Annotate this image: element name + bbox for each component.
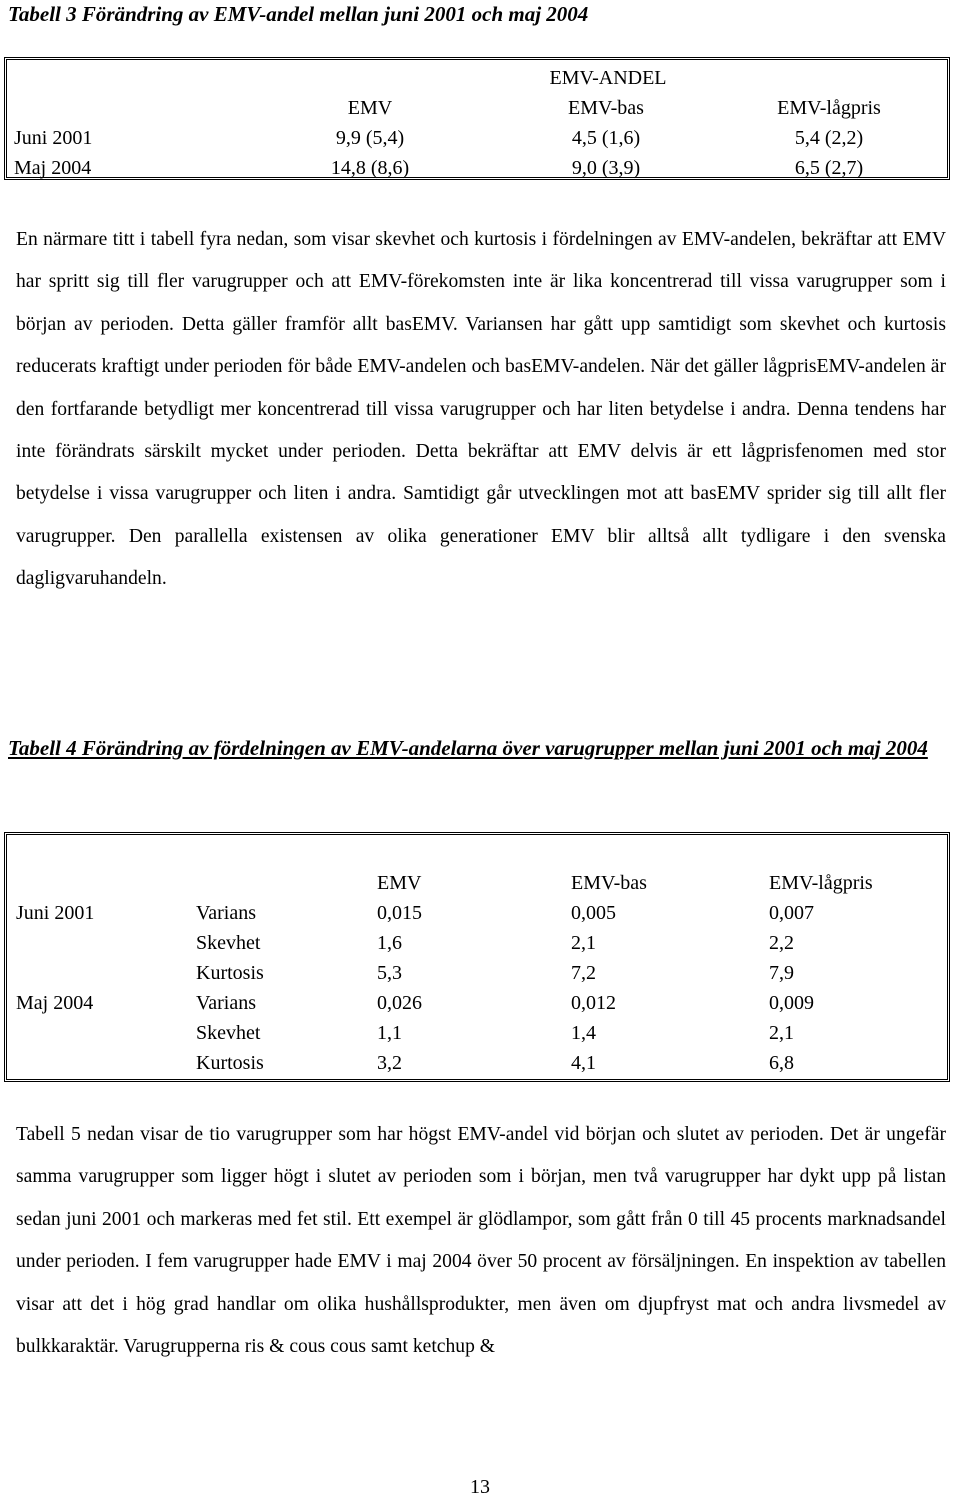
- table3-header-cell: EMV-bas: [568, 97, 644, 119]
- table-cell: 14,8 (8,6): [330, 157, 410, 179]
- body-paragraph-1: En närmare titt i tabell fyra nedan, som visar skevhet och kurtosis i fördelningen av EMV-andelen, bekräftar att EMV har spritt sig till fler varugrupper och att EMV-förekomsten inte är lika koncentrerad till vissa varugrupper som i början av perioden. Detta gäller framför allt basEMV. Variansen har gått upp samtidigt som skevhet och kurtosis reducerats kraftigt under perioden för både EMV-andelen och basEMV-andelen. När det gäller lågprisEMV-andelen är den fortfarande betydligt mer koncentrerad till vissa varugrupper och har liten betydelse i andra. Denna tendens har inte förändrats särskilt mycket under perioden. Detta bekräftar att EMV delvis är ett lågprisfenomen med stor betydelse i vissa varugrupper och liten i andra. Samtidigt går utvecklingen mot att basEMV sprider sig till allt fler varugrupper. Den parallella existensen av olika generationer EMV blir alltså allt tydligare i den svenska dagligvaruhandeln.: [16, 229, 946, 590]
- table-cell: 4,1: [571, 1052, 596, 1074]
- table-cell: 1,4: [571, 1022, 596, 1044]
- table-cell: 1,1: [377, 1022, 402, 1044]
- table-cell: 6,8: [769, 1052, 794, 1074]
- table-row: [14, 150, 934, 180]
- body-paragraph-2: Tabell 5 nedan visar de tio varugrupper som har högst EMV-andel vid början och slutet av perioden. Det är ungefär samma varugrupper som ligger högt i slutet av perioden som i början, men två varugrupper har dykt upp på listan sedan juni 2001 och markeras med fet stil. Ett exempel är glödlampor, som gått från 0 till 45 procents marknadsandel under perioden. I fem varugrupper hade EMV i maj 2004 över 50 procent av försäljningen. En inspektion av tabellen visar att det i hög grad handlar om olika hushållsprodukter, men även om djupfryst mat och andra livsmedel av bulkkaraktär. Varugrupperna ris & cous cous samt ketchup &: [16, 1124, 946, 1358]
- table-cell: 1,6: [377, 932, 402, 954]
- table3-header-cell: [14, 90, 252, 120]
- table-row: [16, 955, 936, 985]
- table-cell: Maj 2004: [14, 157, 92, 179]
- table-cell: 2,1: [571, 932, 596, 954]
- table-cell: 0,005: [571, 902, 616, 924]
- table-cell: 0,007: [769, 902, 814, 924]
- table-cell: 7,9: [769, 962, 794, 984]
- table3: [14, 60, 934, 180]
- table-row: [16, 925, 936, 955]
- table-row: [14, 120, 934, 150]
- table3-header-cell: EMV: [347, 97, 393, 119]
- table-cell: 6,5 (2,7): [794, 157, 864, 179]
- table4-header-cell: [16, 865, 184, 895]
- table4-header-cell: [184, 865, 365, 895]
- page-number: 13: [470, 1476, 490, 1498]
- table-cell: 9,9 (5,4): [335, 127, 405, 149]
- table3-super-header-row: [14, 60, 934, 90]
- table-cell: [16, 1045, 184, 1075]
- table-cell: Varians: [196, 902, 256, 924]
- table-row: [16, 1015, 936, 1045]
- table-cell: 5,3: [377, 962, 402, 984]
- table-cell: 4,5 (1,6): [571, 127, 641, 149]
- table4-header-cell: EMV-bas: [571, 872, 647, 894]
- table-cell: [16, 955, 184, 985]
- table-cell: Skevhet: [196, 932, 261, 954]
- table3-super-header: EMV-ANDEL: [549, 67, 667, 89]
- table-cell: Maj 2004: [16, 992, 94, 1014]
- table-cell: Kurtosis: [196, 962, 264, 984]
- table-cell: Juni 2001: [16, 902, 95, 924]
- table4-header-row: [16, 865, 936, 895]
- table-cell: Skevhet: [196, 1022, 261, 1044]
- table4-spacer-row: [16, 835, 936, 865]
- table-cell: 0,026: [377, 992, 422, 1014]
- table-cell: Varians: [196, 992, 256, 1014]
- table-cell: 7,2: [571, 962, 596, 984]
- table-row: [16, 895, 936, 925]
- table-cell: Juni 2001: [14, 127, 93, 149]
- table-cell: 2,1: [769, 1022, 794, 1044]
- table-row: [16, 1045, 936, 1075]
- table-cell: 5,4 (2,2): [794, 127, 864, 149]
- table-row: [16, 985, 936, 1015]
- table3-caption: Tabell 3 Förändring av EMV-andel mellan juni 2001 och maj 2004: [8, 2, 589, 26]
- table4-header-cell: EMV-lågpris: [769, 872, 873, 894]
- table-cell: [16, 1015, 184, 1045]
- table-cell: Kurtosis: [196, 1052, 264, 1074]
- table-cell: 0,012: [571, 992, 616, 1014]
- table-cell: 0,015: [377, 902, 422, 924]
- table-cell: 0,009: [769, 992, 814, 1014]
- table-cell: 9,0 (3,9): [571, 157, 641, 179]
- table-cell: 2,2: [769, 932, 794, 954]
- table-cell: 3,2: [377, 1052, 402, 1074]
- table3-header-cell: EMV-lågpris: [777, 97, 881, 119]
- table3-header-row: [14, 90, 934, 120]
- table4-caption: Tabell 4 Förändring av fördelningen av EMV-andelarna över varugrupper mellan juni 2001 och maj 2004: [8, 736, 928, 760]
- table4-header-cell: EMV: [377, 872, 422, 894]
- table-cell: [16, 925, 184, 955]
- table4: [16, 835, 936, 1075]
